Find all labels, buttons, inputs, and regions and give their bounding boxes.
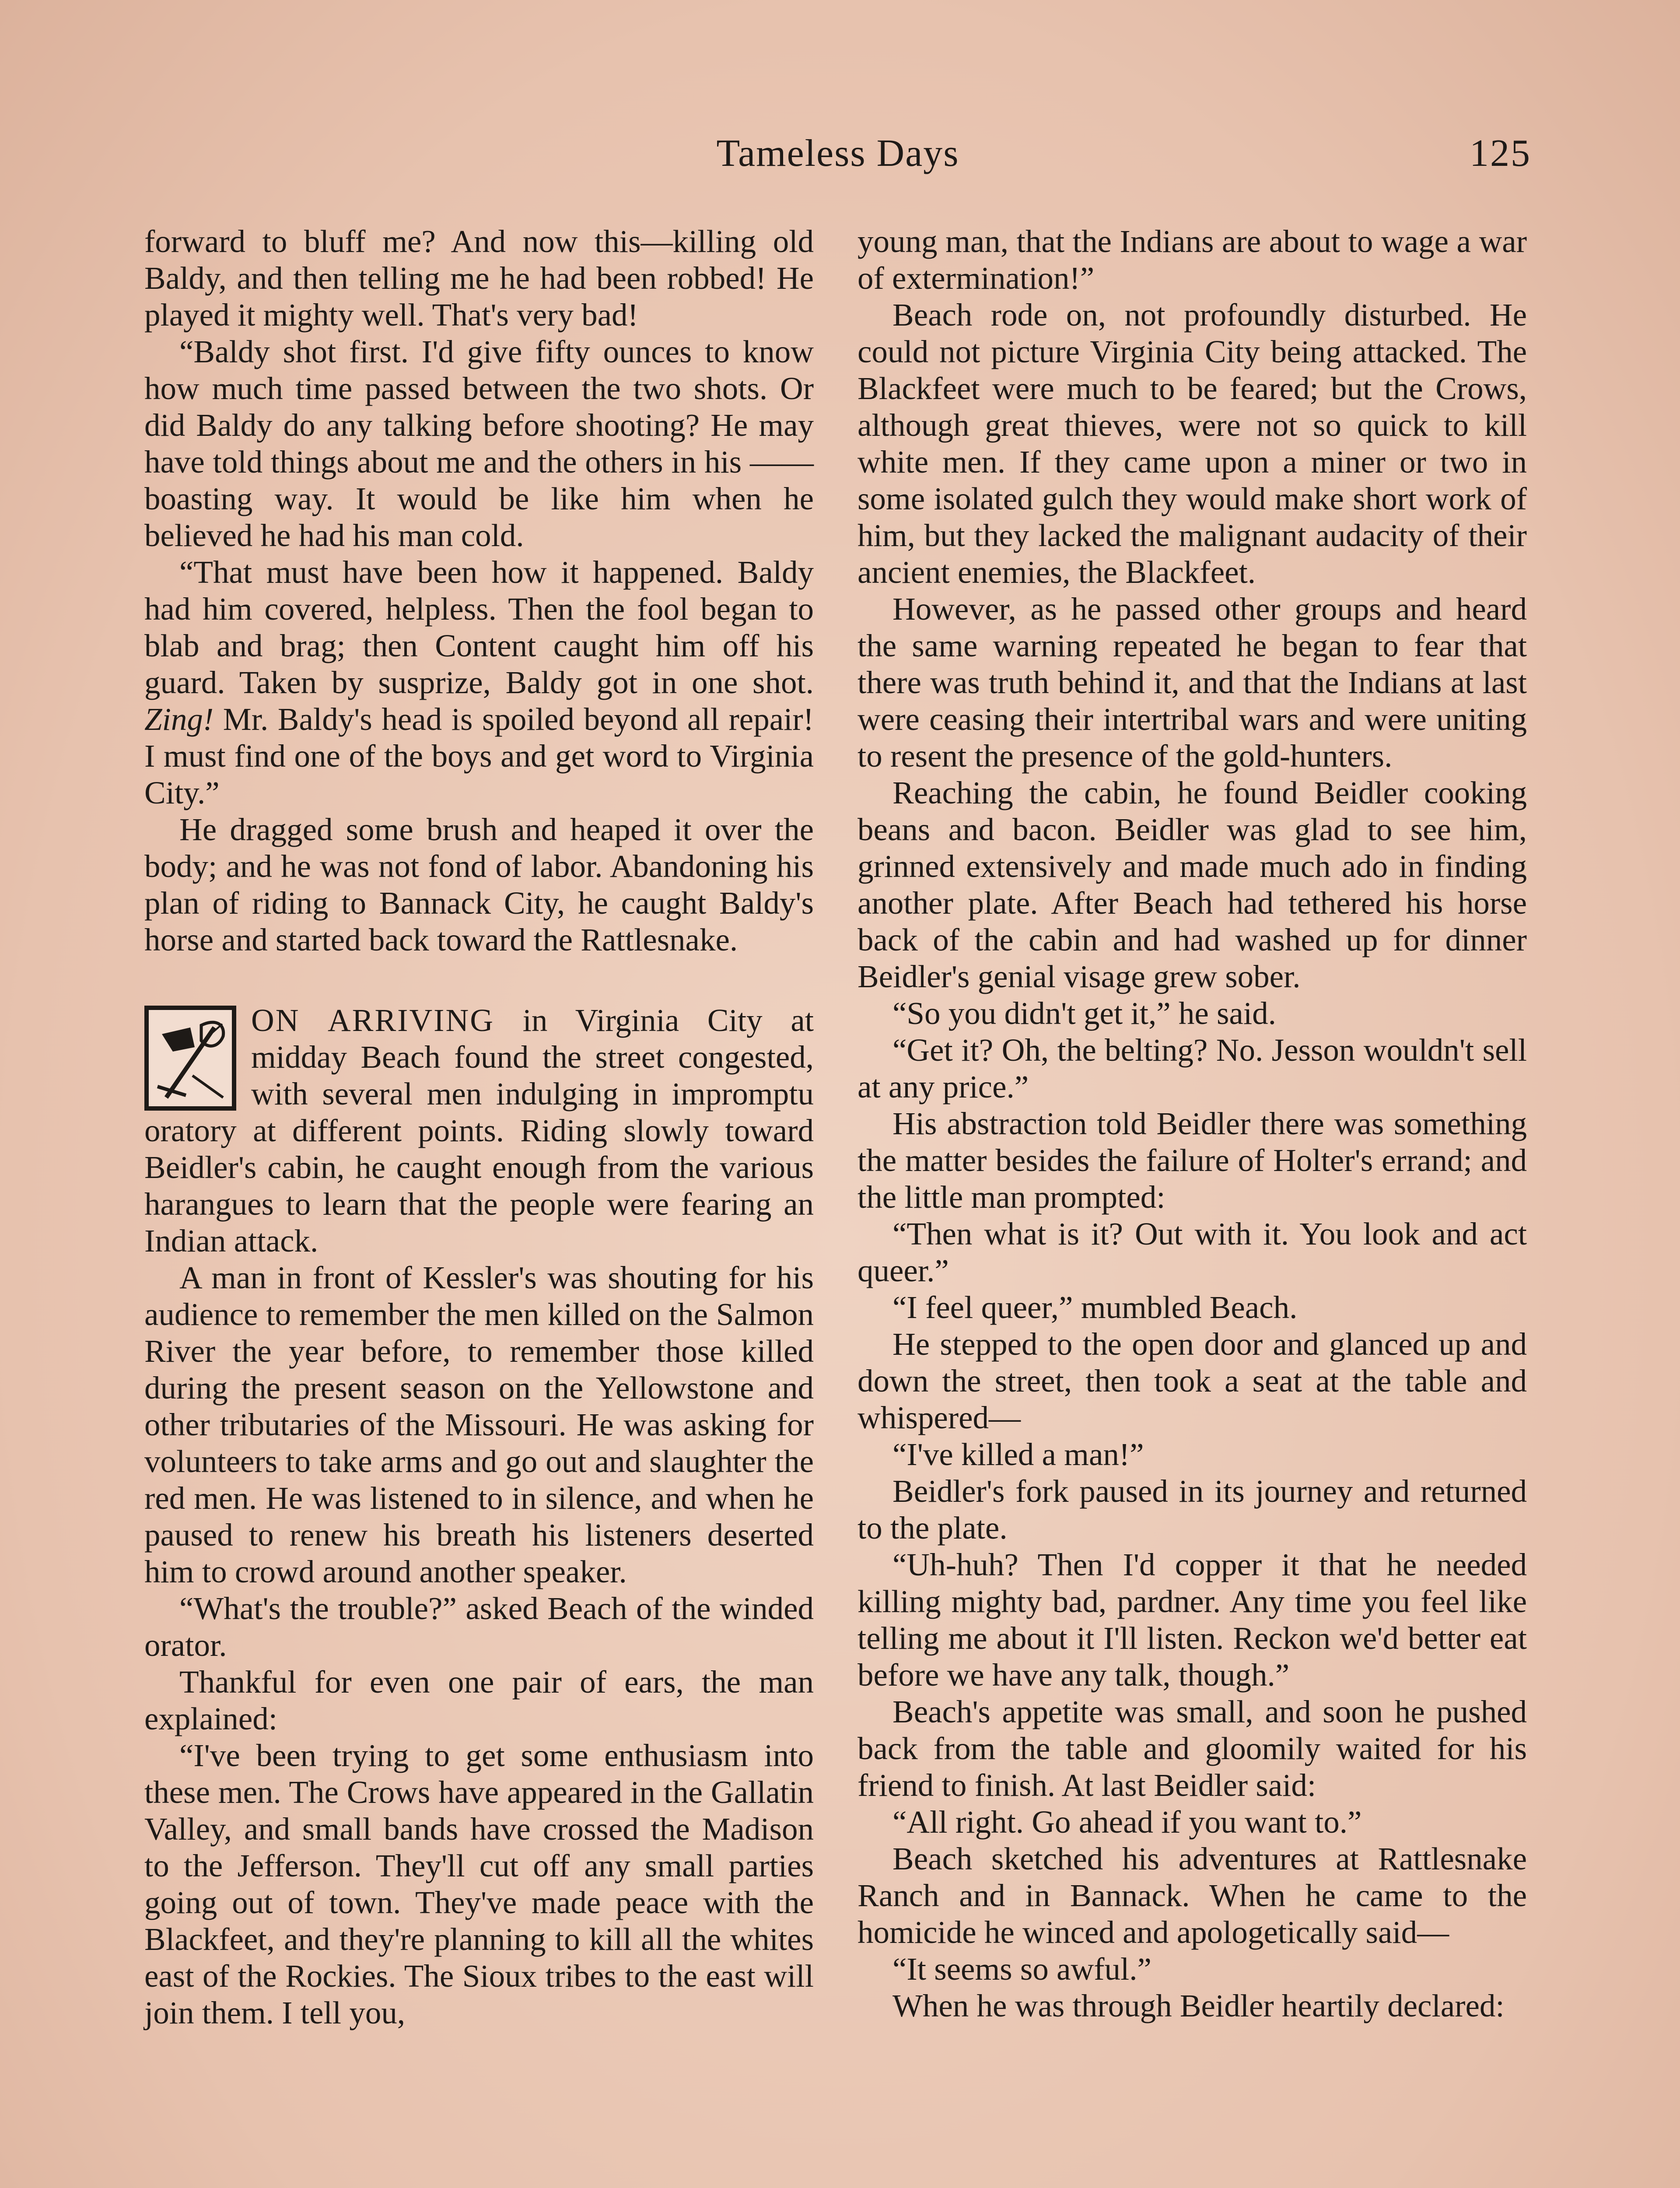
page-number: 125 (1470, 132, 1531, 175)
tomahawk-and-feather-icon (144, 1006, 236, 1111)
paragraph: He stepped to the open door and glanced up and down the street, then took a seat at the table and whispered— (858, 1326, 1527, 1435)
paragraph: When he was through Beidler heartily declared: (892, 1988, 1505, 2023)
paragraph: Beach rode on, not profoundly disturbed. He could not picture Virginia City being attacked. The Blackfeet were much to be feared; but the Crows, although great thieves, were not so quick to kill white men. If they came upon a miner or two in some isolated gulch they would make short work of him, but they lacked the malignant audacity of their ancient enemies, the Blackfeet. (858, 297, 1527, 590)
paragraph: young man, that the Indians are about to wage a war of extermination!” (858, 224, 1527, 296)
paragraph: “Then what is it? Out with it. You look and act queer.” (858, 1216, 1527, 1288)
page-header (144, 127, 1531, 184)
section-opening-paragraph: ON ARRIVING in Virginia City at midday Beach found the street congested, with several men indulging in impromptu oratory at different points. Riding slowly toward Beidler's cabin, he caught enough from the various harangues to learn that the people were fearing an Indian attack. (144, 1003, 814, 1259)
paragraph: “So you didn't get it,” he said. (892, 996, 1276, 1031)
paragraph: His abstraction told Beidler there was something the matter besides the failure of Holter's errand; and the little man prompted: (858, 1106, 1527, 1215)
paragraph: However, as he passed other groups and heard the same warning repeated he began to fear that there was truth behind it, and that the Indians at last were ceasing their intertribal wars and were uniting to resent the presence of the gold-hunters. (858, 591, 1527, 774)
paragraph: Reaching the cabin, he found Beidler cooking beans and bacon. Beidler was glad to see him, grinned extensively and made much ado in finding another plate. After Beach had tethered his horse back of the cabin and had washed up for dinner Beidler's genial visage grew sober. (858, 775, 1527, 994)
emphasis: Zing! (144, 701, 214, 737)
paragraph: Beach's appetite was small, and soon he pushed back from the table and gloomily waited for his friend to finish. At last Beidler said: (858, 1694, 1527, 1803)
section-break (144, 958, 814, 1002)
section-lead-in: ON ARRIVING (251, 1003, 494, 1038)
paragraph: “Uh-huh? Then I'd copper it that he needed killing mighty bad, pardner. Any time you feel like telling me about it I'll listen. Reckon we'd better eat before we have any talk, though.” (858, 1547, 1527, 1693)
paragraph: He dragged some brush and heaped it over the body; and he was not fond of labor. Abandoning his plan of riding to Bannack City, he caught Baldy's horse and started back toward the Rattlesnake. (144, 812, 814, 957)
paragraph: “That must have been how it happened. Baldy had him covered, helpless. Then the fool began to blab and brag; then Content caught him off his guard. Taken by susprize, Baldy got in one shot. Zing! Mr. Baldy's head is spoiled beyond all repair! I must find one of the boys and get word to Virginia City.” (144, 554, 814, 810)
paragraph: “I've killed a man!” (892, 1437, 1144, 1472)
right-column (858, 223, 1527, 2024)
paragraph: “I feel queer,” mumbled Beach. (892, 1290, 1298, 1325)
paragraph: “Baldy shot first. I'd give fifty ounces to know how much time passed between the two shots. Or did Baldy do any talking before shooting? He may have told things about me and the others in his —— boasting way. It would be like him when he believed he had his man cold. (144, 334, 814, 553)
paragraph: A man in front of Kessler's was shouting for his audience to remember the men killed on the Salmon River the year before, to remember those killed during the present season on the Yellowstone and other tributaries of the Missouri. He was asking for volunteers to take arms and go out and slaughter the red men. He was listened to in silence, and when he paused to renew his breath his listeners deserted him to crowd around another speaker. (144, 1260, 814, 1589)
paragraph: Beidler's fork paused in its journey and returned to the plate. (858, 1473, 1527, 1546)
paragraph: Beach sketched his adventures at Rattlesnake Ranch and in Bannack. When he came to the homicide he winced and apologetically said— (858, 1841, 1527, 1950)
paragraph: “It seems so awful.” (892, 1951, 1152, 1987)
paragraph: “Get it? Oh, the belting? No. Jesson wouldn't sell at any price.” (858, 1032, 1527, 1105)
paragraph: “All right. Go ahead if you want to.” (892, 1804, 1362, 1840)
paragraph: “What's the trouble?” asked Beach of the winded orator. (144, 1591, 814, 1663)
left-column (144, 223, 814, 2031)
running-title: Tameless Days (716, 132, 959, 175)
paragraph: Thankful for even one pair of ears, the man explained: (144, 1664, 814, 1736)
paragraph: forward to bluff me? And now this—killing old Baldy, and then telling me he had been robbed! He played it mighty well. That's very bad! (144, 224, 814, 333)
paragraph: “I've been trying to get some enthusiasm into these men. The Crows have appeared in the Gallatin Valley, and small bands have crossed the Madison to the Jefferson. They'll cut off any small parties going out of town. They've made peace with the Blackfeet, and they're planning to kill all the whites east of the Rockies. The Sioux tribes to the east will join them. I tell you, (144, 1738, 814, 2030)
